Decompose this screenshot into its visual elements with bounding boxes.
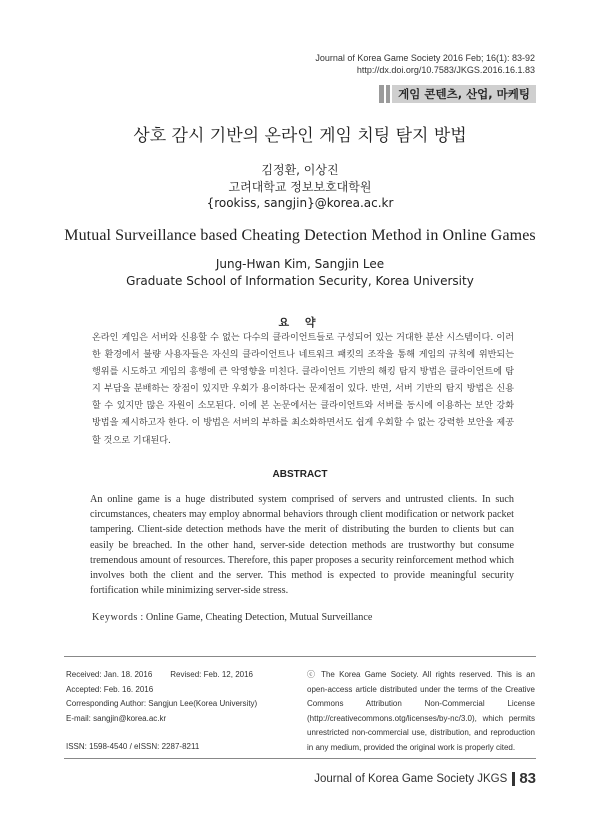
received-date: Received: Jan. 18. 2016: [66, 670, 153, 679]
affiliation-english: Graduate School of Information Security, Korea University: [126, 274, 474, 288]
author-email: {rookiss, sangjin}@korea.ac.kr: [206, 196, 394, 210]
affiliation-korean: 고려대학교 정보보호대학원: [228, 180, 372, 194]
authors-korean: 김정환, 이상진: [261, 163, 339, 177]
abstract-korean-body: 온라인 게임은 서버와 신용할 수 없는 다수의 클라이언트들로 구성되어 있는 거대한 분산 시스템이다. 이러한 환경에서 불량 사용자들은 자신의 클라이언트나 네트워크 패킷의 조작을 통해 게임의 규칙에 위반되는 행위를 시도하고 게임의 흥행에 큰 악영향을 미친다. 클라이언트 기반의 해킹 탐지 방법은 클라이언트에 탐지 부담을 분배하는 장점이 있지만 우회가 용이하다는 문제점이 있다. 반면, 서버 기반의 탐지 방법은 신용할 수 있지만 많은 자원이 소모된다. 이에 본 논문에서는 클라이언트와 서버를 동시에 이용하는 보안 강화 방법을 제시하고자 한다. 이 방법은 서버의 부하를 최소화하면서도 쉽게 우회할 수 없는 강력한 보안을 제공할 것으로 기대된다.: [92, 333, 514, 446]
issn: ISSN: 1598-4540 / eISSN: 2287-8211: [66, 742, 200, 751]
doi-link[interactable]: http://dx.doi.org/10.7583/JKGS.2016.16.1.83: [356, 65, 535, 75]
category-label: 게임 콘텐츠, 산업, 마케팅: [392, 85, 536, 103]
category-badge: [379, 85, 536, 103]
title-korean: 상호 감시 기반의 온라인 게임 치팅 탐지 방법: [133, 126, 467, 146]
corresponding-author: Corresponding Author: Sangjun Lee(Korea University): [66, 699, 258, 708]
footer-journal-name: Journal of Korea Game Society JKGS: [314, 772, 508, 785]
badge-bar-decoration: [379, 85, 384, 103]
abstract-korean-heading: 요 약: [278, 316, 322, 329]
revised-date: Revised: Feb. 12, 2016: [170, 670, 253, 679]
abstract-english-body: An online game is a huge distributed system comprised of servers and untrusted clients. In such circumstances, cheaters may employ abnormal behaviors through client modification or network packet tampering. Client-side detection methods have the merit of distributing the burden to clients but can easily be breached. In the other hand, server-side detection methods are trustworthy but consume tremendous amount of resources. Therefore, this paper proposes a security reinforcement method which involves both the client and the server. This method is expected to provide meaningful security fortification while minimizing server-side stress.: [90, 494, 514, 597]
badge-bar-decoration: [386, 85, 390, 103]
authors-english: Jung-Hwan Kim, Sangjin Lee: [215, 257, 385, 271]
abstract-english-heading: ABSTRACT: [272, 469, 328, 480]
keywords-value: Online Game, Cheating Detection, Mutual Surveillance: [145, 612, 373, 623]
keywords-label: Keywords: [92, 612, 138, 623]
copyright-notice: ⓒ The Korea Game Society. All rights reserved. This is an open-access article distributed under the terms of the Creative Commons Attribution Non-Commercial License (http://creativecommons.otg/licenses/by-nc/3.0), which permits unrestricted non-commercial use, distribution, and reproduction in any medium, provided the original work is properly cited.: [307, 670, 535, 752]
keywords-line: [92, 612, 372, 623]
journal-citation: Journal of Korea Game Society 2016 Feb; 16(1): 83-92: [315, 53, 535, 63]
page-number: 83: [519, 770, 536, 787]
page-footer: [314, 770, 536, 787]
footer-divider: [64, 758, 536, 759]
title-english: Mutual Surveillance based Cheating Detection Method in Online Games: [64, 227, 536, 244]
journal-header: [315, 52, 535, 76]
corresponding-email: E-mail: sangjin@korea.ac.kr: [66, 713, 167, 723]
keywords-separator: :: [137, 612, 146, 623]
footnote-dates: [66, 668, 296, 755]
footnote-divider: [64, 656, 536, 657]
footer-separator-bar: [512, 772, 515, 786]
accepted-date: Accepted: Feb. 16. 2016: [66, 684, 154, 694]
